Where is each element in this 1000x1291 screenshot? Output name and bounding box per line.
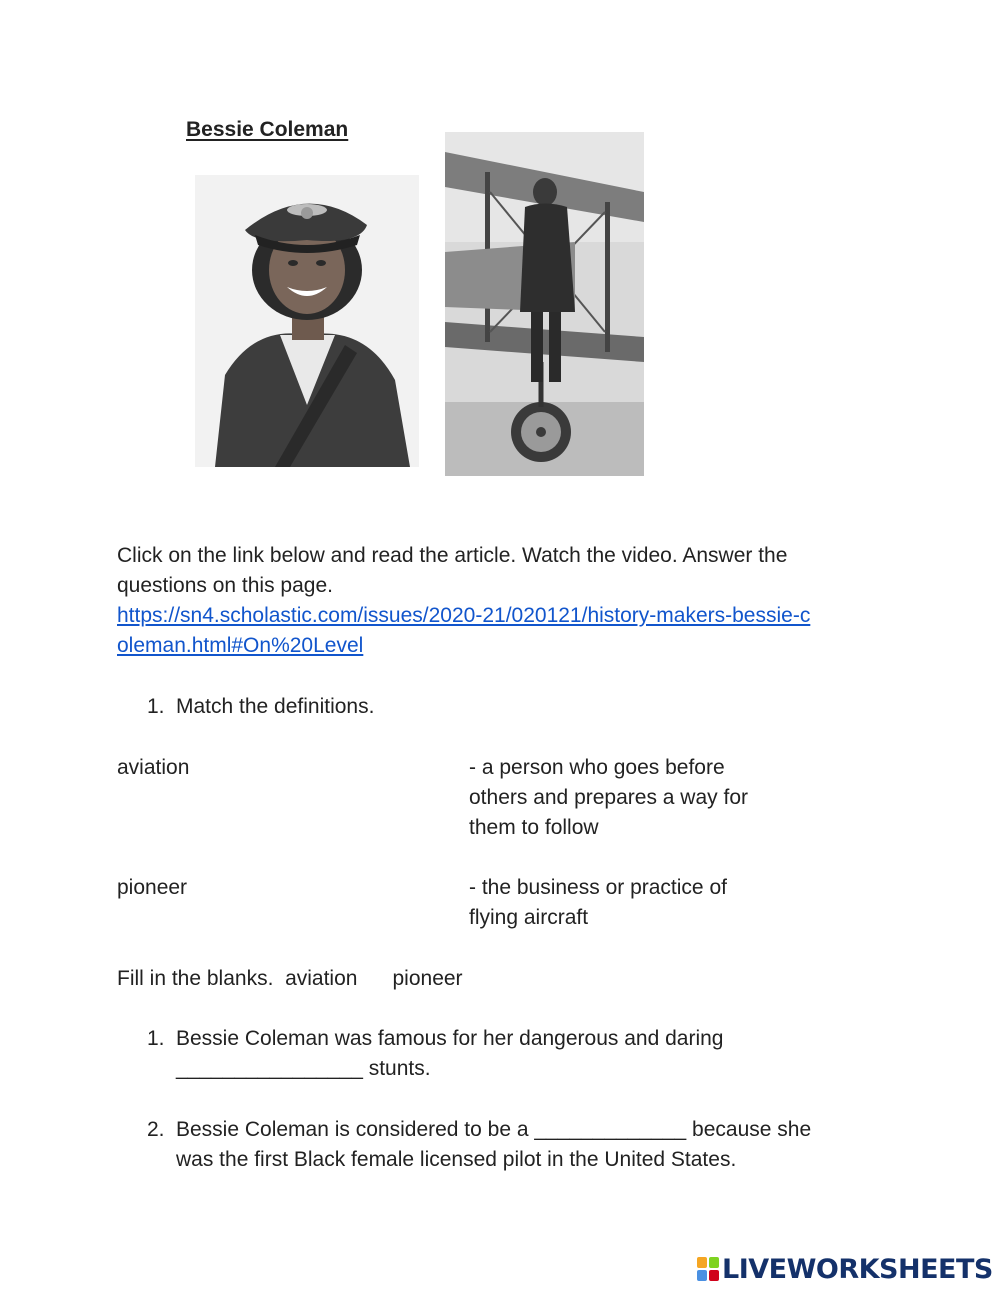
portrait-photo-icon (195, 175, 419, 467)
term-aviation[interactable]: aviation (117, 756, 190, 779)
section-label: Match the definitions. (176, 695, 375, 718)
word-bank-aviation: aviation (285, 967, 358, 990)
question-1-line: Bessie Coleman was famous for her dangerous and daring (176, 1027, 724, 1050)
page-title: Bessie Coleman (186, 118, 349, 141)
intro-line-1: Click on the link below and read the article. Watch the video. Answer the (117, 544, 788, 567)
airplane-photo-icon (445, 132, 644, 476)
definition-2-line: flying aircraft (469, 906, 589, 929)
question-2-blank-line[interactable]: Bessie Coleman is considered to be a _____________ because she (176, 1118, 812, 1141)
definition-2[interactable] (469, 873, 809, 933)
liveworksheets-logo (697, 1252, 993, 1286)
question-1-number: 1. (147, 1027, 165, 1050)
article-link-continued[interactable]: oleman.html#On%20Level (117, 634, 364, 657)
definition-1[interactable] (469, 753, 809, 843)
section-number: 1. (147, 695, 165, 718)
term-pioneer[interactable]: pioneer (117, 876, 188, 899)
fill-label: Fill in the blanks. (117, 967, 274, 990)
fill-instructions (117, 964, 463, 994)
intro-line-2: questions on this page. (117, 574, 333, 597)
logo-text: LIVEWORKSHEETS (722, 1253, 993, 1285)
definition-1-line: others and prepares a way for (469, 786, 748, 809)
question-1-blank-line[interactable]: ________________ stunts. (176, 1057, 431, 1080)
question-2-number: 2. (147, 1118, 165, 1141)
definition-1-line: - a person who goes before (469, 756, 725, 779)
logo-mark-icon (697, 1257, 719, 1281)
article-link[interactable]: https://sn4.scholastic.com/issues/2020-21/020121/history-makers-bessie-c (117, 604, 811, 627)
definition-2-line: - the business or practice of (469, 876, 727, 899)
airplane-photo (445, 132, 644, 476)
portrait-photo (195, 175, 419, 467)
definition-1-line: them to follow (469, 816, 599, 839)
word-bank-pioneer: pioneer (392, 967, 463, 990)
question-2-line: was the first Black female licensed pilot in the United States. (176, 1148, 737, 1171)
